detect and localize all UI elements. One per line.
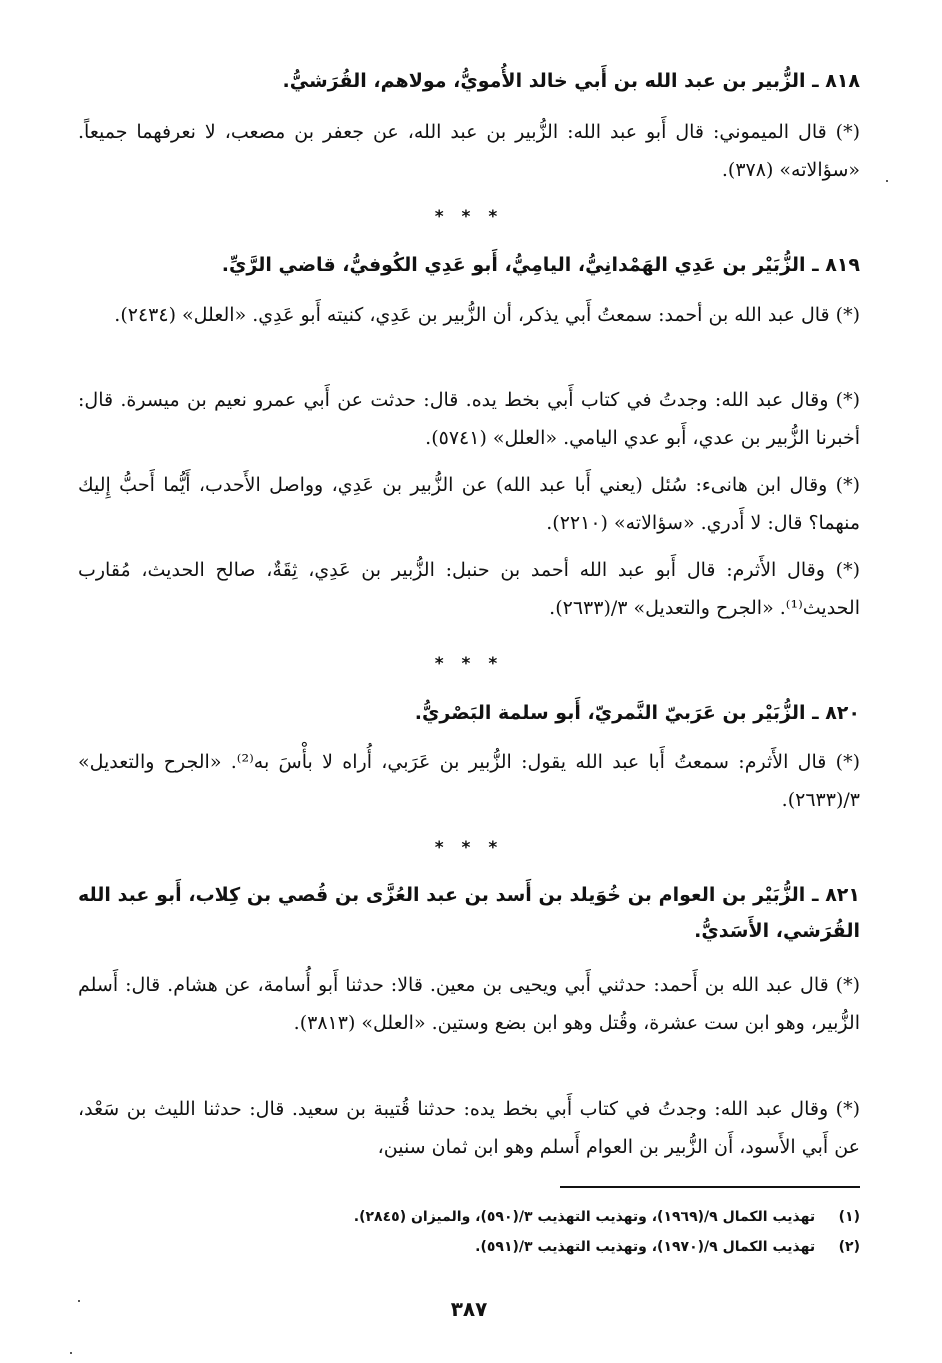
- entry-821-heading: ٨٢١ ـ الزُّبَيْر بن العوام بن خُوَيلد بن أَسد بن عبد العُزَّى بن قُصي بن كِلاب، أَبو عبد الله القُرَشي، الأَسَديُّ.: [78, 884, 860, 942]
- scan-speck: [70, 1352, 72, 1354]
- entry-819-paragraph-3: (*) وقال ابن هانىء: سُئل (يعني أَبا عبد الله) عن الزُّبير بن عَدِي، وواصل الأَحدب، أَيُّما أَحبُّ إِليك منهما؟ قال: لا أَدري. «سؤالاته» (٢٢١٠).: [78, 474, 860, 534]
- footnote-text: تهذيب الكمال ٩/(١٩٦٩)، وتهذيب التهذيب ٣/(٥٩٠)، والميزان (٢٨٤٥).: [353, 1209, 816, 1225]
- entry-820-paragraph-1: (*) قال الأَثرم: سمعتُ أَبا عبد الله يقول: الزُّبير بن عَرَبي، أُراه لا بأْسَ به⁽²⁾. «الجرح والتعديل» ٣/(٢٦٣٣).: [78, 751, 860, 811]
- entry-819-paragraph-1: (*) قال عبد الله بن أحمد: سمعتُ أَبي يذكر، أن الزُّبير بن عَدِي، كنيته أَبو عَدِي. «العلل» (٢٤٣٤).: [114, 304, 860, 326]
- footnote-1: [78, 1206, 860, 1228]
- entry-821-paragraph-2: (*) وقال عبد الله: وجدتُ في كتاب أَبي بخط يده: حدثنا قُتيبة بن سعيد. قال: حدثنا الليث بن سَعْد، عن أَبي الأَسود، أَن الزُّبير بن العوام أَسلم وهو ابن ثمان سنين،: [78, 1098, 860, 1158]
- entry-818-heading: ٨١٨ ـ الزُّبير بن عبد الله بن أَبي خالد الأُمويُّ، مولاهم، القُرَشيُّ.: [282, 70, 860, 92]
- book-page: [78, 0, 860, 1363]
- footnote-2: [78, 1236, 860, 1258]
- entry-819-paragraph-4: (*) وقال الأَثرم: قال أَبو عبد الله أحمد بن حنبل: الزُّبير بن عَدِي، ثِقَةٌ، صالح الحديث، مُقارب الحديث⁽¹⁾. «الجرح والتعديل» ٣/(٢٦٣٣).: [78, 559, 860, 619]
- footnote-text: تهذيب الكمال ٩/(١٩٧٠)، وتهذيب التهذيب ٣/(٥٩١).: [475, 1239, 816, 1255]
- entry-819-paragraph-2: (*) وقال عبد الله: وجدتُ في كتاب أَبي بخط يده. قال: حدثت عن أَبي عمرو نعيم بن ميسرة. قال: أخبرنا الزُّبير بن عدي، أَبو عدي اليامي. «العلل» (٥٧٤١).: [78, 389, 860, 449]
- page-number: ٣٨٧: [450, 1297, 488, 1321]
- entry-821-paragraph-1: (*) قال عبد الله بن أَحمد: حدثني أَبي ويحيى بن معين. قالا: حدثنا أَبو أُسامة، عن هشام. قال: أَسلم الزُّبير، وهو ابن ست عشرة، وقُتل وهو ابن بضع وستين. «العلل» (٣٨١٣).: [78, 974, 860, 1034]
- footnote-number: (٢): [838, 1239, 860, 1255]
- section-separator: * * *: [434, 207, 504, 227]
- scan-speck: [78, 1300, 80, 1302]
- section-separator: * * *: [434, 654, 504, 674]
- entry-820-heading: ٨٢٠ ـ الزُّبَيْر بن عَرَبيّ النَّمريّ، أَبو سلمة البَصْريُّ.: [414, 702, 860, 724]
- footnote-divider: [560, 1186, 860, 1188]
- section-separator: * * *: [434, 838, 504, 858]
- entry-819-heading: ٨١٩ ـ الزُّبَيْر بن عَدِي الهَمْدانِيُّ، اليامِيُّ، أَبو عَدِي الكُوفيُّ، قاضي الرَّيِّ.: [221, 254, 860, 276]
- footnote-number: (١): [838, 1209, 860, 1225]
- entry-818-paragraph-1: (*) قال الميموني: قال أَبو عبد الله: الزُّبير بن عبد الله، عن جعفر بن مصعب، لا نعرفهما جميعاً. «سؤالاته» (٣٧٨).: [78, 121, 860, 181]
- scan-speck: [886, 180, 888, 182]
